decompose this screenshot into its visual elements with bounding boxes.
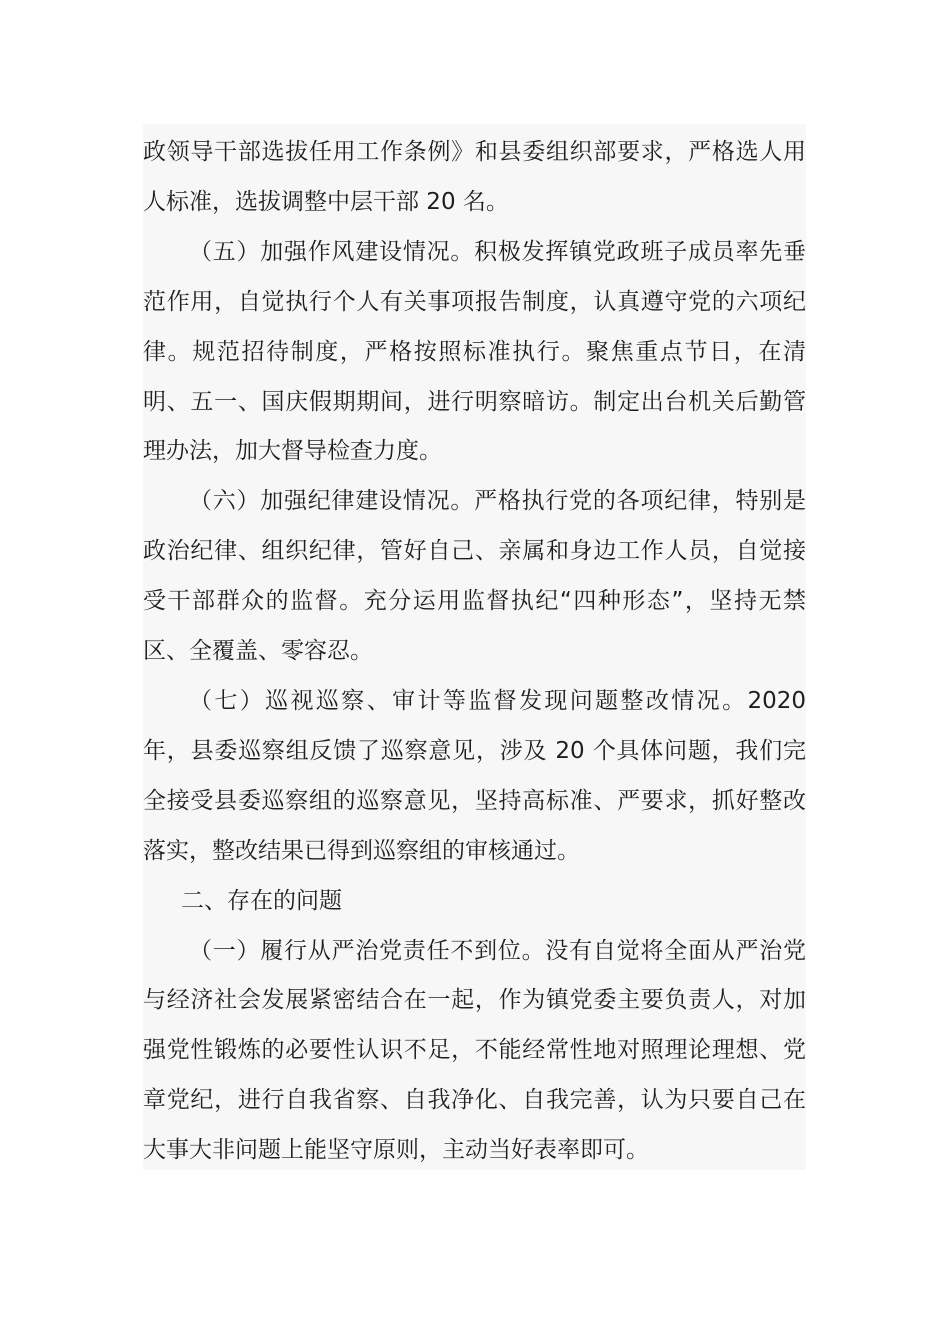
paragraph-inspection-rectification: （七）巡视巡察、审计等监督发现问题整改情况。2020 年，县委巡察组反馈了巡察意见，涉及 20 个具体问题，我们完全接受县委巡察组的巡察意见，坚持高标准、严要求，抓好整改落实，整改结果已得到巡察组的审核通过。 [143,687,806,864]
document-text-block [143,124,806,1170]
paragraph-work-style: （五）加强作风建设情况。积极发挥镇党政班子成员率先垂范作用，自觉执行个人有关事项报告制度，认真遵守党的六项纪律。规范招待制度，严格按照标准执行。聚焦重点节日，在清明、五一、国庆假期期间，进行明察暗访。制定出台机关后勤管理办法，加大督导检查力度。 [143,238,806,465]
section-heading-problems: 二、存在的问题 [181,887,342,914]
paragraph-discipline: （六）加强纪律建设情况。严格执行党的各项纪律，特别是政治纪律、组织纪律，管好自己、亲属和身边工作人员，自觉接受干部群众的监督。充分运用监督执纪“四种形态”，坚持无禁区、全覆盖、零容忍。 [143,488,806,665]
paragraph-responsibility: （一）履行从严治党责任不到位。没有自觉将全面从严治党与经济社会发展紧密结合在一起，作为镇党委主要负责人，对加强党性锻炼的必要性认识不足，不能经常性地对照理论理想、党章党纪，进行自我省察、自我净化、自我完善，认为只要自己在大事大非问题上能坚守原则，主动当好表率即可。 [143,937,806,1164]
paragraph-continuation: 政领导干部选拔任用工作条例》和县委组织部要求，严格选人用人标准，选拔调整中层干部 20 名。 [143,139,806,215]
